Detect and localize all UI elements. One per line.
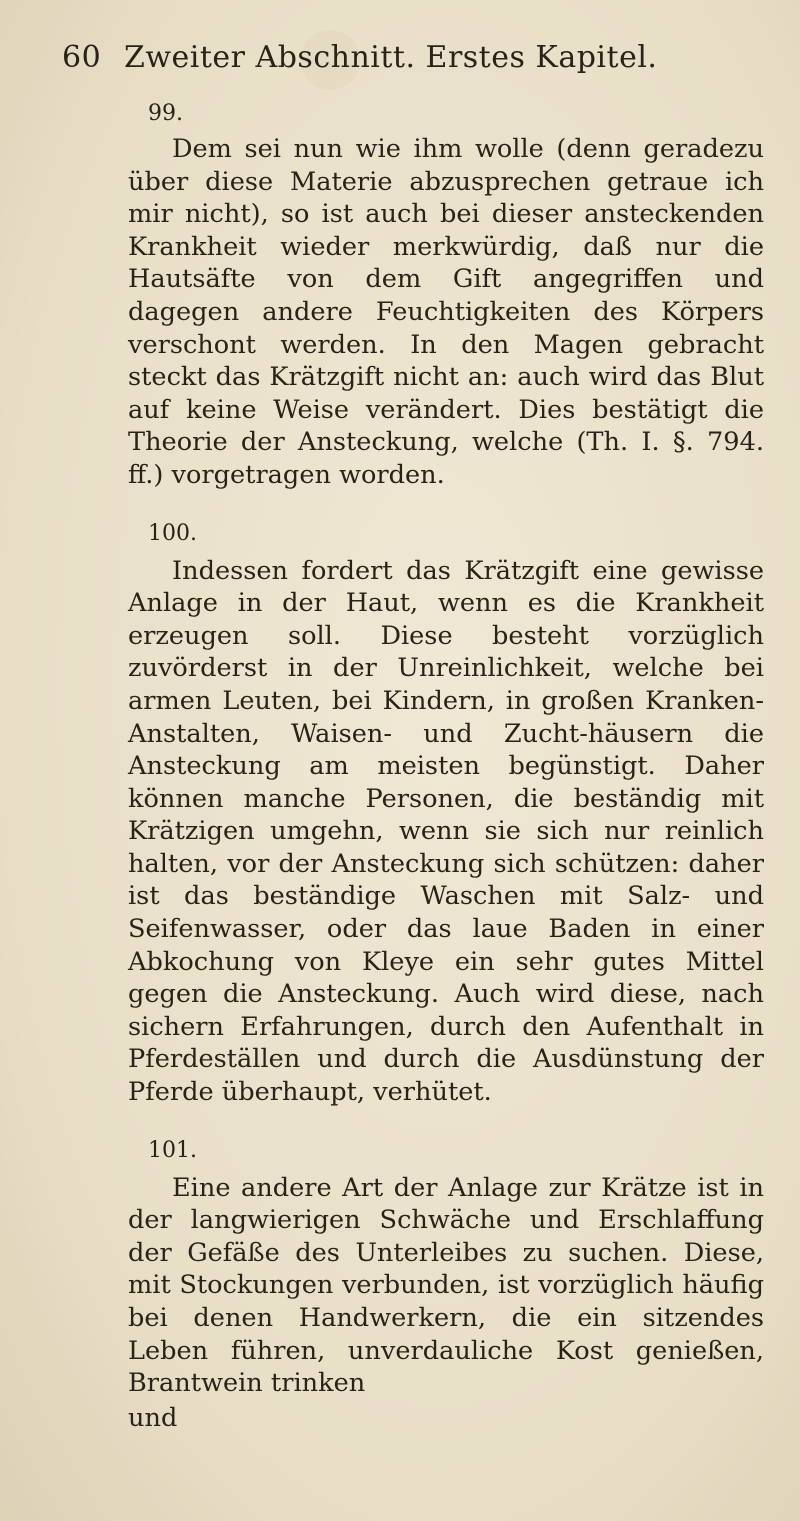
text-block xyxy=(128,98,764,1434)
section-number: 101. xyxy=(148,1137,197,1163)
section-number: 99. xyxy=(148,101,183,126)
catchword: und xyxy=(128,1402,178,1433)
paragraph: Eine andere Art der Anlage zur Krätze ist in der langwierigen Schwäche und Erschlaffung der Gefäße des Unterleibes zu suchen. Diese, mit Stockungen verbunden, ist vorzüglich häufig bei denen Handwerkern, die ein sitzendes Leben führen, unverdauliche Kost genießen, Brantwein trinken xyxy=(128,1172,764,1399)
running-title: Zweiter Abschnitt. Erstes Kapitel. xyxy=(124,40,658,75)
paragraph: Indessen fordert das Krätzgift eine gewisse Anlage in der Haut, wenn es die Krankheit erzeugen soll. Diese besteht vorzüglich zuvörderst in der Unreinlichkeit, welche bei armen Leuten, bei Kindern, in großen Kranken-Anstalten, Waisen- und Zucht-häusern die Ansteckung am meisten begünstigt. Daher können manche Personen, die beständig mit Krätzigen umgehn, wenn sie sich nur reinlich halten, vor der Ansteckung sich schützen: daher ist das beständige Waschen mit Salz- und Seifenwasser, oder das laue Baden in einer Abkochung von Kleye ein sehr gutes Mittel gegen die Ansteckung. Auch wird diese, nach sichern Erfahrungen, durch den Aufenthalt in Pferdeställen und durch die Ausdünstung der Pferde überhaupt, verhütet. xyxy=(128,555,764,1108)
page-number: 60 xyxy=(62,40,102,75)
section-number: 100. xyxy=(148,520,197,546)
paragraph: Dem sei nun wie ihm wolle (denn geradezu über diese Materie abzusprechen getraue ich mir nicht), so ist auch bei dieser ansteckenden Krankheit wieder merkwürdig, daß nur die Hautsäfte von dem Gift angegriffen und dagegen andere Feuchtigkeiten des Körpers verschont werden. In den Magen gebracht steckt das Krätzgift nicht an: auch wird das Blut auf keine Weise verändert. Dies bestätigt die Theorie der Ansteckung, welche (Th. I. §. 794. ff.) vorgetragen worden. xyxy=(128,134,764,490)
